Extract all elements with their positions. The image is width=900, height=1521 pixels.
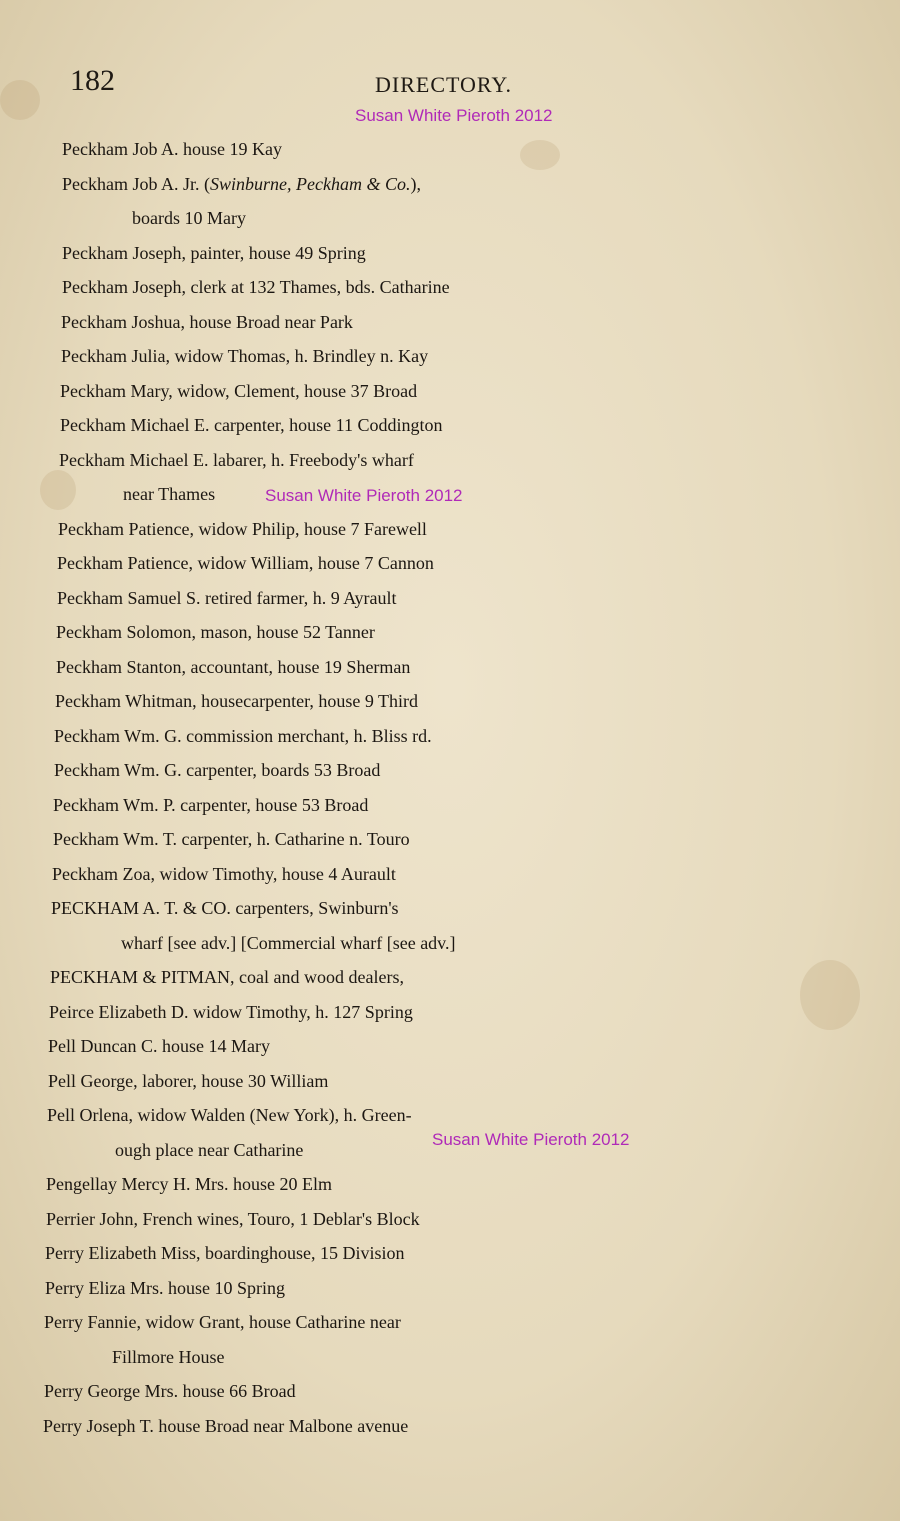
entry-continuation: wharf [see adv.] [Commercial wharf [see adv.] <box>121 932 456 953</box>
watermark-middle: Susan White Pieroth 2012 <box>265 486 463 505</box>
directory-entry <box>0 236 900 271</box>
entry-text: Perry Joseph T. house Broad near Malbone avenue <box>43 1415 409 1436</box>
entry-text: Perry Fannie, widow Grant, house Catharine near <box>44 1312 401 1332</box>
directory-entry <box>0 1236 900 1271</box>
entry-text: Peckham Joshua, house Broad near Park <box>61 311 353 332</box>
directory-entry <box>0 1064 900 1099</box>
page-number: 182 <box>70 64 115 97</box>
directory-entry <box>0 581 900 616</box>
directory-entry <box>0 857 900 892</box>
directory-entry <box>0 753 900 788</box>
entry-text: Peckham Mary, widow, Clement, house 37 Broad <box>60 380 418 401</box>
directory-entry <box>0 374 900 409</box>
entry-text: Pell Duncan C. house 14 Mary <box>48 1036 270 1056</box>
page-header <box>0 62 900 102</box>
entry-text: Peirce Elizabeth D. widow Timothy, h. 127 Spring <box>49 1001 413 1022</box>
entry-text: Perrier John, French wines, Touro, 1 Deblar's Block <box>46 1208 420 1229</box>
entry-continuation: boards 10 Mary <box>132 208 246 228</box>
entry-text: Peckham Julia, widow Thomas, h. Brindley n. Kay <box>61 346 429 366</box>
entry-text: Peckham Job A. house 19 Kay <box>62 139 282 159</box>
directory-entry <box>0 1409 900 1444</box>
directory-entry <box>0 1098 900 1167</box>
entry-text: Peckham Whitman, housecarpenter, house 9 Third <box>55 691 419 711</box>
directory-entry <box>0 822 900 857</box>
entry-text: Perry Eliza Mrs. house 10 Spring <box>45 1277 285 1298</box>
entry-text: Peckham Joseph, painter, house 49 Spring <box>62 242 366 263</box>
entry-firm-name: Swinburne, Peckham & Co. <box>210 173 411 194</box>
directory-entry <box>0 1167 900 1202</box>
directory-entry <box>0 339 900 374</box>
entry-text: Pengellay Mercy H. Mrs. house 20 Elm <box>46 1174 332 1194</box>
entry-text: Peckham Wm. G. commission merchant, h. Bliss rd. <box>54 725 432 746</box>
watermark-bottom: Susan White Pieroth 2012 <box>432 1130 630 1149</box>
entry-text: Peckham Wm. G. carpenter, boards 53 Broad <box>54 760 381 780</box>
entry-text: Peckham Solomon, mason, house 52 Tanner <box>56 622 375 642</box>
entry-text: Peckham Michael E. labarer, h. Freebody's wharf <box>59 449 414 470</box>
directory-entry <box>0 167 900 236</box>
entry-continuation: ough place near Catharine <box>115 1139 304 1160</box>
directory-entry <box>0 512 900 547</box>
entry-text: Peckham Stanton, accountant, house 19 Sherman <box>56 656 411 677</box>
entry-text: Perry Elizabeth Miss, boardinghouse, 15 Division <box>45 1243 405 1263</box>
entry-text: Peckham Samuel S. retired farmer, h. 9 Ayrault <box>57 587 397 608</box>
entry-text: ), <box>410 173 421 194</box>
directory-entry <box>0 960 900 995</box>
directory-entry <box>0 408 900 443</box>
directory-entry <box>0 891 900 960</box>
directory-entry <box>0 615 900 650</box>
directory-entry <box>0 719 900 754</box>
directory-entry <box>0 546 900 581</box>
entry-text: Peckham Zoa, widow Timothy, house 4 Aurault <box>52 863 396 884</box>
entry-text: Pell Orlena, widow Walden (New York), h. Green- <box>47 1105 412 1125</box>
entry-text: Peckham Wm. T. carpenter, h. Catharine n. Touro <box>53 829 410 849</box>
directory-entry <box>0 1305 900 1374</box>
entry-text: Peckham Patience, widow Philip, house 7 Farewell <box>58 518 427 539</box>
entry-text: Peckham Michael E. carpenter, house 11 Coddington <box>60 415 443 435</box>
entry-text: Peckham Job A. Jr. ( <box>62 173 210 194</box>
running-head: DIRECTORY. <box>375 72 512 97</box>
directory-entry <box>0 1271 900 1306</box>
directory-entry <box>0 1202 900 1237</box>
directory-entry <box>0 1029 900 1064</box>
directory-entry <box>0 995 900 1030</box>
entry-text: Peckham Wm. P. carpenter, house 53 Broad <box>53 794 369 815</box>
entry-continuation: Fillmore House <box>112 1346 225 1367</box>
entry-text: PECKHAM & PITMAN, coal and wood dealers, <box>50 967 404 987</box>
entry-text: Pell George, laborer, house 30 William <box>48 1070 329 1091</box>
entry-text: Perry George Mrs. house 66 Broad <box>44 1381 296 1401</box>
directory-entry <box>0 1374 900 1409</box>
directory-entry <box>0 684 900 719</box>
entry-text: Peckham Patience, widow William, house 7 Cannon <box>57 553 434 573</box>
entry-continuation: near Thames <box>123 484 216 504</box>
watermark-top: Susan White Pieroth 2012 <box>355 106 553 125</box>
directory-entry <box>0 788 900 823</box>
directory-entry <box>0 305 900 340</box>
directory-entry <box>0 132 900 167</box>
entry-text: PECKHAM A. T. & CO. carpenters, Swinburn's <box>51 898 399 918</box>
entry-text: Peckham Joseph, clerk at 132 Thames, bds. Catharine <box>62 277 450 297</box>
directory-entry <box>0 650 900 685</box>
directory-entry <box>0 270 900 305</box>
directory-entries <box>0 132 900 1443</box>
directory-entry <box>0 443 900 512</box>
